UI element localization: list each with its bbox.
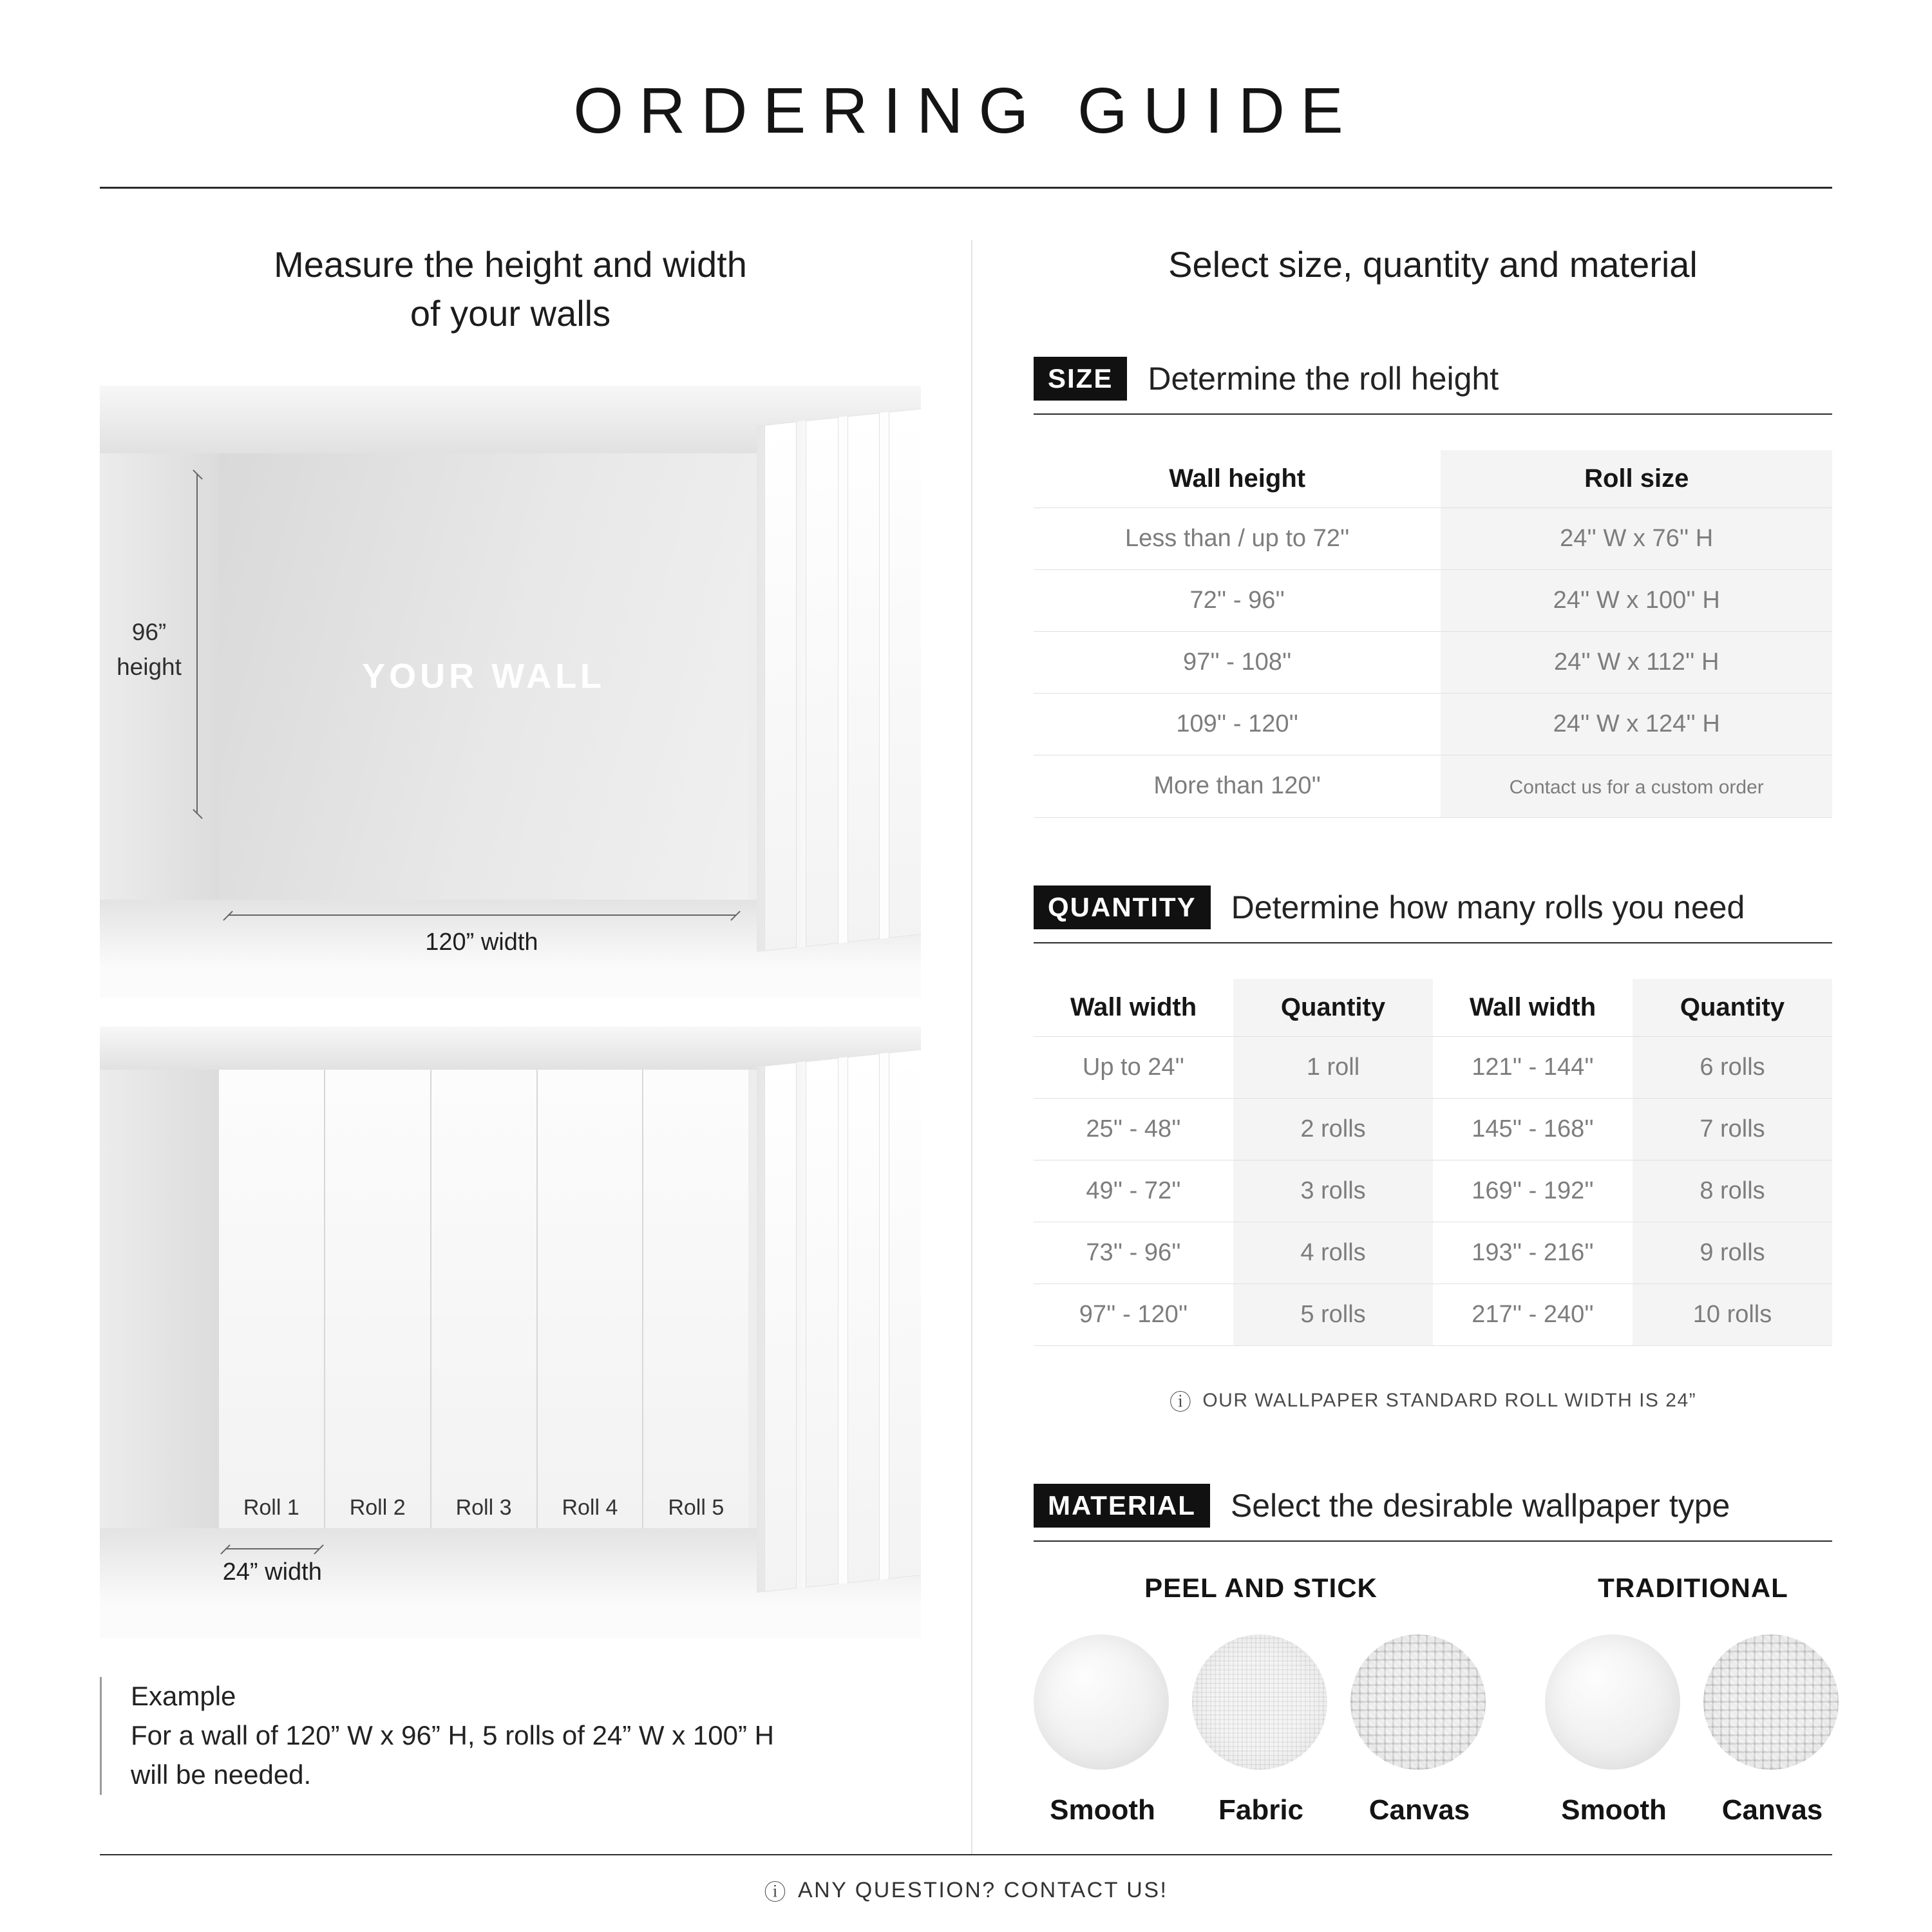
roll-panel (538, 1070, 644, 1529)
roll-width-note (1034, 1385, 1832, 1416)
width-measure-line (228, 914, 735, 916)
size-header-roll-size: Roll size (1441, 450, 1832, 508)
roll-size-cell: 24'' W x 112'' H (1441, 631, 1832, 693)
roll-size-cell: 24'' W x 76'' H (1441, 507, 1832, 569)
canvas-texture-icon (1703, 1634, 1839, 1770)
quantity-table-row (1034, 1160, 1832, 1222)
wall-height-label (108, 615, 191, 684)
size-table-row (1034, 631, 1832, 693)
swatch-label: Fabric (1218, 1794, 1304, 1826)
swatch-list (1034, 1634, 1488, 1826)
size-table-row (1034, 569, 1832, 631)
measure-heading-line2: of your walls (410, 292, 611, 334)
swatch-label: Smooth (1050, 1794, 1155, 1826)
quantity-section (1034, 886, 1832, 1416)
roll-size-cell (1441, 755, 1832, 818)
size-section-header (1034, 357, 1832, 415)
your-wall (219, 453, 748, 900)
example-block (100, 1677, 921, 1795)
quantity-cell: 1 roll (1233, 1037, 1433, 1099)
window-pane (889, 1049, 921, 1578)
quantity-cell: 3 rolls (1233, 1160, 1433, 1222)
wall-width-cell: Up to 24'' (1034, 1037, 1233, 1099)
quantity-cell: 8 rolls (1633, 1160, 1832, 1222)
wall-width-label: 120” width (425, 928, 538, 956)
footer-note-text: ANY QUESTION? CONTACT US! (798, 1878, 1168, 1902)
material-group-traditional (1545, 1573, 1841, 1826)
quantity-cell: 9 rolls (1633, 1222, 1832, 1284)
quantity-cell: 2 rolls (1233, 1099, 1433, 1160)
info-icon: ⓘ (1169, 1390, 1193, 1416)
swatch-label: Canvas (1721, 1794, 1823, 1826)
example-line2: will be needed. (131, 1759, 312, 1790)
size-table (1034, 450, 1832, 819)
quantity-cell: 4 rolls (1233, 1222, 1433, 1284)
wall-width-cell: 217'' - 240'' (1433, 1284, 1633, 1346)
wall-width-cell: 73'' - 96'' (1034, 1222, 1233, 1284)
size-subtitle: Determine the roll height (1148, 360, 1499, 397)
material-group-title: TRADITIONAL (1598, 1573, 1788, 1604)
quantity-cell: 7 rolls (1633, 1099, 1832, 1160)
roll-width-note-text: OUR WALLPAPER STANDARD ROLL WIDTH IS 24” (1202, 1389, 1697, 1411)
smooth-texture-icon (1034, 1634, 1169, 1770)
title-divider (100, 187, 1832, 189)
roll-label: Roll 3 (455, 1495, 512, 1520)
quantity-table-row (1034, 1284, 1832, 1346)
window-pane (848, 413, 880, 942)
quantity-section-header (1034, 886, 1832, 943)
size-table-row (1034, 693, 1832, 755)
swatch-fabric (1192, 1634, 1330, 1826)
roll-label: Roll 4 (562, 1495, 618, 1520)
smooth-texture-icon (1545, 1634, 1680, 1770)
roll-panels (219, 1070, 748, 1529)
select-column (1034, 240, 1832, 1854)
swatch-canvas (1350, 1634, 1488, 1826)
size-badge: SIZE (1034, 357, 1127, 401)
wall-height-cell: 97'' - 108'' (1034, 631, 1441, 693)
size-table-header-row (1034, 450, 1832, 508)
column-divider (971, 240, 972, 1854)
quantity-cell: 6 rolls (1633, 1037, 1832, 1099)
material-groups (1034, 1573, 1832, 1826)
size-header-wall-height: Wall height (1034, 450, 1441, 508)
wall-height-word: height (117, 654, 182, 681)
window-pane (806, 1057, 838, 1587)
size-table-row (1034, 755, 1832, 818)
swatch-smooth (1545, 1634, 1683, 1826)
window-pane (764, 421, 797, 951)
window (757, 1048, 921, 1593)
qty-header-quantity: Quantity (1633, 979, 1832, 1037)
wall-height-cell: Less than / up to 72'' (1034, 507, 1441, 569)
wall-height-value: 96” (131, 619, 167, 646)
page-title: ORDERING GUIDE (573, 75, 1359, 147)
window (757, 408, 921, 952)
material-subtitle: Select the desirable wallpaper type (1230, 1488, 1730, 1524)
roll-width-label: 24” width (222, 1558, 322, 1586)
roll-panel (643, 1070, 748, 1529)
measure-heading-line1: Measure the height and width (274, 244, 747, 285)
roll-label: Roll 5 (668, 1495, 724, 1520)
window-pane (848, 1054, 880, 1583)
fabric-texture-icon (1192, 1634, 1327, 1770)
material-group-title: PEEL AND STICK (1144, 1573, 1378, 1604)
height-measure-line (196, 475, 198, 814)
material-section-header (1034, 1484, 1832, 1542)
quantity-table-row (1034, 1037, 1832, 1099)
room-illustration-rolls (100, 1027, 921, 1638)
material-section (1034, 1484, 1832, 1826)
select-heading: Select size, quantity and material (1168, 244, 1698, 285)
roll-size-cell: 24'' W x 124'' H (1441, 693, 1832, 755)
swatch-list (1545, 1634, 1841, 1826)
roll-panel (219, 1070, 325, 1529)
wall-height-cell: More than 120'' (1034, 755, 1441, 818)
measure-heading (100, 240, 921, 337)
your-wall-label: YOUR WALL (362, 657, 606, 696)
wall-width-cell: 169'' - 192'' (1433, 1160, 1633, 1222)
wall-width-cell: 49'' - 72'' (1034, 1160, 1233, 1222)
wall-width-cell: 121'' - 144'' (1433, 1037, 1633, 1099)
info-icon: ⓘ (764, 1880, 788, 1905)
roll-panel (325, 1070, 431, 1529)
quantity-table (1034, 979, 1832, 1346)
material-badge: MATERIAL (1034, 1484, 1210, 1528)
wall-width-cell: 145'' - 168'' (1433, 1099, 1633, 1160)
window-pane (806, 417, 838, 946)
quantity-cell: 5 rolls (1233, 1284, 1433, 1346)
room-side-wall (100, 1070, 219, 1529)
example-line1: For a wall of 120” W x 96” H, 5 rolls of 24” W x 100” H (131, 1720, 774, 1751)
qty-header-quantity: Quantity (1233, 979, 1433, 1037)
wall-height-cell: 109'' - 120'' (1034, 693, 1441, 755)
qty-header-wall-width: Wall width (1034, 979, 1233, 1037)
quantity-cell: 10 rolls (1633, 1284, 1832, 1346)
swatch-label: Smooth (1561, 1794, 1667, 1826)
roll-label: Roll 2 (349, 1495, 406, 1520)
swatch-smooth (1034, 1634, 1171, 1826)
example-title: Example (131, 1681, 236, 1712)
canvas-texture-icon (1350, 1634, 1486, 1770)
roll-panel (431, 1070, 538, 1529)
measure-column (100, 240, 921, 1854)
window-pane (764, 1062, 797, 1591)
window-pane (889, 408, 921, 938)
swatch-canvas (1703, 1634, 1841, 1826)
footer-note (100, 1875, 1832, 1906)
footer (100, 1854, 1832, 1932)
quantity-table-header-row (1034, 979, 1832, 1037)
quantity-subtitle: Determine how many rolls you need (1231, 889, 1745, 926)
roll-width-measure-line (225, 1548, 319, 1549)
quantity-table-row (1034, 1099, 1832, 1160)
material-group-peel-and-stick (1034, 1573, 1488, 1826)
wall-height-cell: 72'' - 96'' (1034, 569, 1441, 631)
custom-order-note: Contact us for a custom order (1509, 776, 1764, 798)
swatch-label: Canvas (1368, 1794, 1470, 1826)
size-section (1034, 357, 1832, 819)
roll-label: Roll 1 (243, 1495, 299, 1520)
quantity-badge: QUANTITY (1034, 886, 1211, 929)
qty-header-wall-width: Wall width (1433, 979, 1633, 1037)
room-illustration-wall (100, 386, 921, 998)
quantity-table-row (1034, 1222, 1832, 1284)
size-table-row (1034, 507, 1832, 569)
wall-width-cell: 25'' - 48'' (1034, 1099, 1233, 1160)
roll-size-cell: 24'' W x 100'' H (1441, 569, 1832, 631)
wall-width-cell: 97'' - 120'' (1034, 1284, 1233, 1346)
content-columns (100, 240, 1832, 1854)
wall-width-cell: 193'' - 216'' (1433, 1222, 1633, 1284)
